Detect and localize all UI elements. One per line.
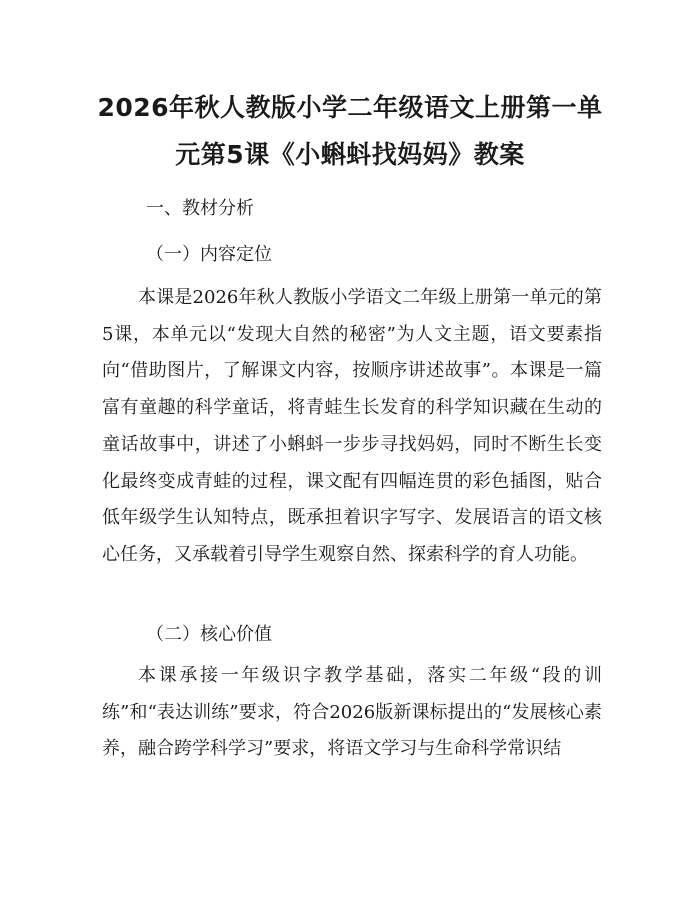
section-heading-analysis: 一、教材分析 xyxy=(146,198,254,219)
subsection-heading-core-value: （二）核心价值 xyxy=(146,624,272,645)
paragraph-core-value: 本课承接一年级识字教学基础，落实二年级“段的训练”和“表达训练”要求，符合2026版新课标提出的“发展核心素养，融合跨学科学习”要求，将语文学习与生命科学常识结 xyxy=(102,665,602,760)
paragraph-content-positioning: 本课是2026年秋人教版小学语文二年级上册第一单元的第5课，本单元以“发现大自然的秘密”为人文主题，语文要素指向“借助图片，了解课文内容，按顺序讲述故事”。本课是一篇富有童趣的科学童话，将青蛙生长发育的科学知识藏在生动的童话故事中，讲述了小蝌蚪一步步寻找妈妈，同时不断生长变化最终变成青蛙的过程，课文配有四幅连贯的彩色插图，贴合低年级学生认知特点，既承担着识字写字、发展语言的语文核心任务，又承载着引导学生观察自然、探索科学的育人功能。 xyxy=(102,287,602,565)
document-title-line-2: 元第5课《小蝌蚪找妈妈》教案 xyxy=(175,140,525,169)
subsection-heading-positioning: （一）内容定位 xyxy=(146,244,272,265)
document-title-line-1: 2026年秋人教版小学二年级语文上册第一单 xyxy=(97,93,603,122)
